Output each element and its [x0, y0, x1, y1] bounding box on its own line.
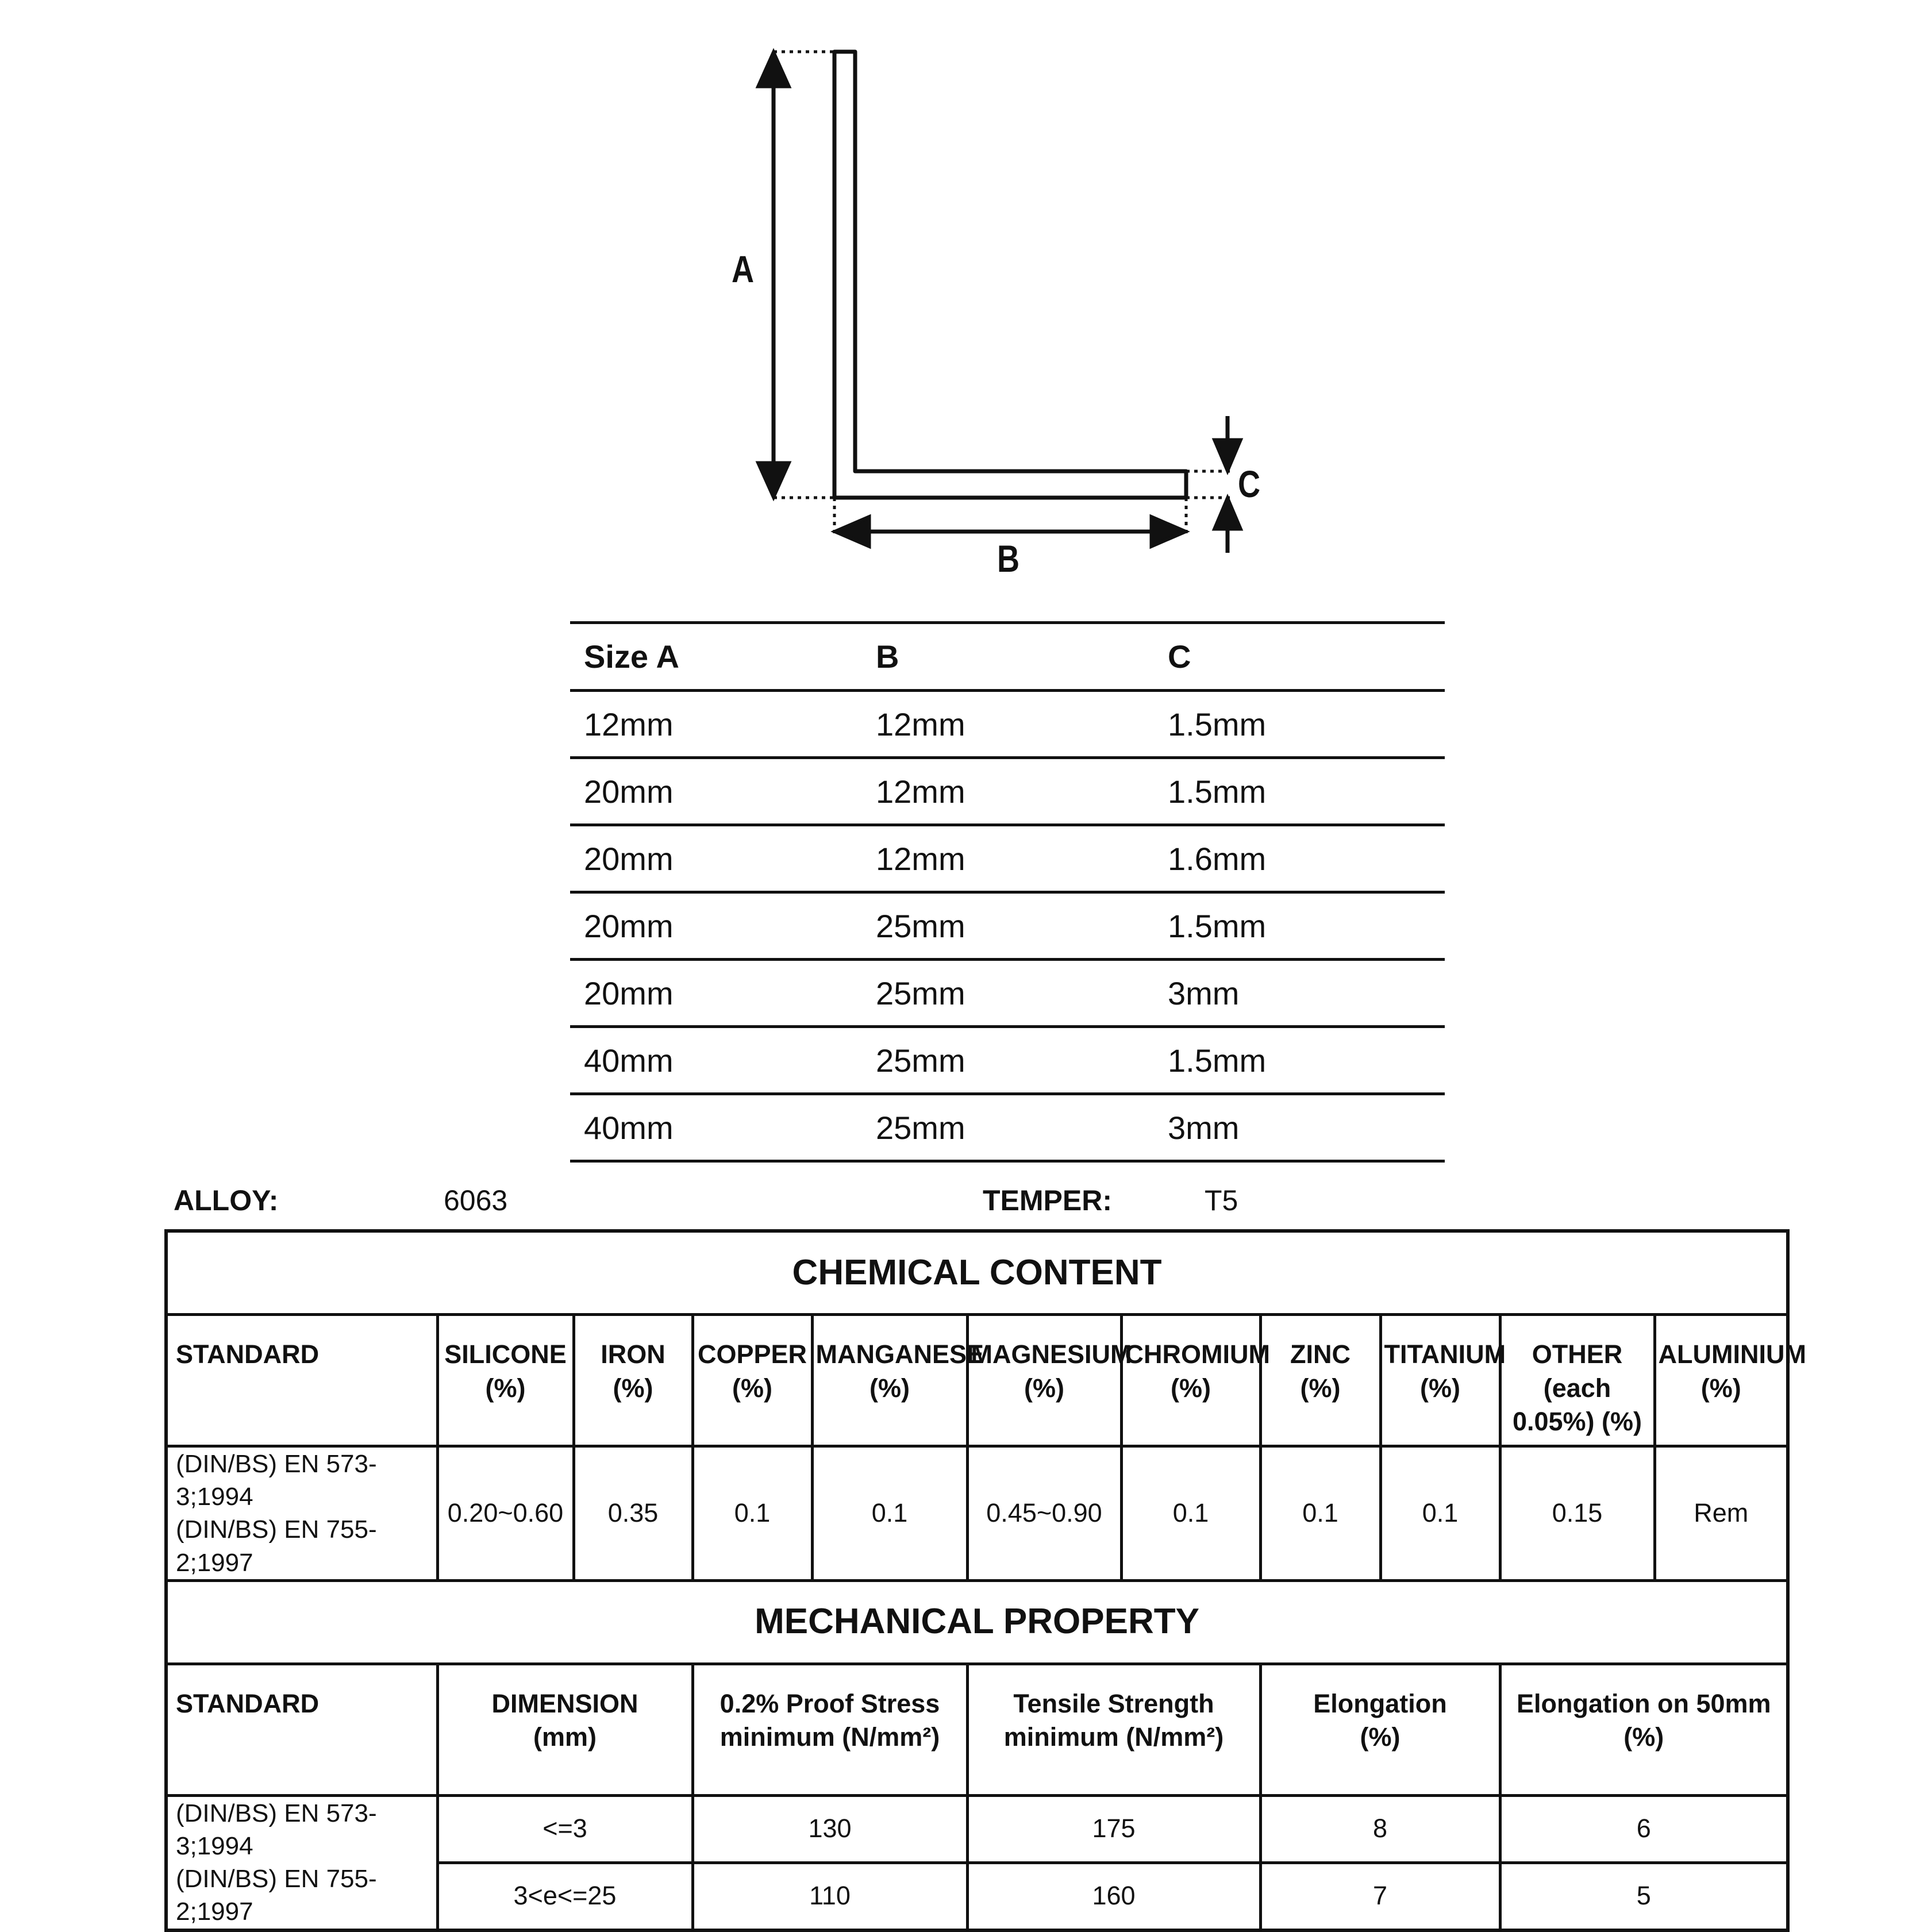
size-cell: 3mm	[1154, 1094, 1445, 1161]
size-table	[570, 621, 1445, 1163]
size-header-a: Size A	[570, 623, 862, 691]
dimension-b-label: B	[997, 537, 1020, 580]
mech-header-tensile-strength: Tensile Strength minimum (N/mm²)	[967, 1664, 1260, 1795]
chem-header-copper: COPPER (%)	[692, 1315, 812, 1446]
chem-header-aluminium: ALUMINIUM (%)	[1655, 1315, 1788, 1446]
size-cell: 20mm	[570, 758, 862, 825]
size-cell: 12mm	[862, 825, 1154, 892]
specification-table	[164, 1229, 1806, 1932]
table-row	[570, 1027, 1445, 1094]
size-cell: 12mm	[862, 691, 1154, 758]
chem-value-titanium: 0.1	[1380, 1446, 1500, 1581]
table-row	[570, 758, 1445, 825]
table-row	[570, 892, 1445, 960]
chem-header-other: OTHER (each 0.05%) (%)	[1500, 1315, 1655, 1446]
table-row	[570, 825, 1445, 892]
size-cell: 25mm	[862, 1094, 1154, 1161]
chem-value-zinc: 0.1	[1260, 1446, 1380, 1581]
mech-standard-cell: (DIN/BS) EN 573-3;1994 (DIN/BS) EN 755-2;1997	[166, 1795, 437, 1930]
mech-tensile-cell: 160	[967, 1862, 1260, 1930]
chem-value-aluminium: Rem	[1655, 1446, 1788, 1581]
chem-value-copper: 0.1	[692, 1446, 812, 1581]
size-cell: 1.5mm	[1154, 1027, 1445, 1094]
size-cell: 20mm	[570, 825, 862, 892]
size-cell: 1.6mm	[1154, 825, 1445, 892]
size-cell: 1.5mm	[1154, 758, 1445, 825]
table-row	[570, 691, 1445, 758]
table-row	[166, 1446, 1788, 1581]
size-cell: 20mm	[570, 892, 862, 960]
mech-elongation-50mm-cell: 6	[1500, 1795, 1788, 1862]
alloy-value: 6063	[444, 1184, 508, 1217]
mech-elongation-cell: 7	[1260, 1862, 1500, 1930]
mechanical-header-row	[166, 1664, 1788, 1795]
size-cell: 25mm	[862, 1027, 1154, 1094]
chem-value-iron: 0.35	[574, 1446, 692, 1581]
mech-header-elongation-50mm: Elongation on 50mm (%)	[1500, 1664, 1788, 1795]
profile-outline	[834, 52, 1186, 498]
size-cell: 25mm	[862, 892, 1154, 960]
dimension-a-label: A	[732, 248, 755, 290]
mech-header-proof-stress: 0.2% Proof Stress minimum (N/mm²)	[692, 1664, 967, 1795]
mech-elongation-50mm-cell: 5	[1500, 1862, 1788, 1930]
chem-header-magnesium: MAGNESIUM (%)	[967, 1315, 1121, 1446]
size-cell: 25mm	[862, 960, 1154, 1027]
mech-header-elongation: Elongation (%)	[1260, 1664, 1500, 1795]
chem-header-zinc: ZINC (%)	[1260, 1315, 1380, 1446]
dimension-a-arrow	[759, 53, 788, 497]
chem-value-silicone: 0.20~0.60	[437, 1446, 574, 1581]
size-cell: 40mm	[570, 1094, 862, 1161]
mech-proof-stress-cell: 130	[692, 1795, 967, 1862]
mech-header-dimension: DIMENSION (mm)	[437, 1664, 692, 1795]
chem-value-other: 0.15	[1500, 1446, 1655, 1581]
extension-lines	[774, 52, 1230, 537]
mech-header-standard: STANDARD	[166, 1664, 437, 1795]
table-row	[166, 1795, 1788, 1862]
mech-dimension-cell: <=3	[437, 1795, 692, 1862]
size-header-b: B	[862, 623, 1154, 691]
chem-header-iron: IRON (%)	[574, 1315, 692, 1446]
chem-header-silicone: SILICONE (%)	[437, 1315, 574, 1446]
size-header-c: C	[1154, 623, 1445, 691]
size-cell: 1.5mm	[1154, 691, 1445, 758]
temper-value: T5	[1205, 1184, 1238, 1217]
chem-standard-cell: (DIN/BS) EN 573-3;1994 (DIN/BS) EN 755-2;1997	[166, 1446, 437, 1581]
chemical-header-row	[166, 1315, 1788, 1446]
size-cell: 40mm	[570, 1027, 862, 1094]
chemical-content-title: CHEMICAL CONTENT	[166, 1231, 1788, 1315]
mech-dimension-cell: 3<e<=25	[437, 1862, 692, 1930]
mech-proof-stress-cell: 110	[692, 1862, 967, 1930]
dimension-c-arrows	[1215, 416, 1240, 553]
chem-value-chromium: 0.1	[1121, 1446, 1260, 1581]
chem-value-magnesium: 0.45~0.90	[967, 1446, 1121, 1581]
angle-profile-drawing	[0, 0, 1916, 598]
mechanical-property-title: MECHANICAL PROPERTY	[166, 1580, 1788, 1664]
dimension-c-label: C	[1238, 463, 1261, 505]
temper-label: TEMPER:	[983, 1184, 1112, 1217]
chem-value-manganese: 0.1	[812, 1446, 967, 1581]
size-cell: 1.5mm	[1154, 892, 1445, 960]
alloy-label: ALLOY:	[174, 1184, 279, 1217]
size-cell: 20mm	[570, 960, 862, 1027]
chem-header-manganese: MANGANESE (%)	[812, 1315, 967, 1446]
mech-tensile-cell: 175	[967, 1795, 1260, 1862]
table-row	[570, 1094, 1445, 1161]
table-row	[570, 960, 1445, 1027]
mech-elongation-cell: 8	[1260, 1795, 1500, 1862]
size-cell: 12mm	[570, 691, 862, 758]
size-cell: 12mm	[862, 758, 1154, 825]
size-table-header-row	[570, 623, 1445, 691]
chem-header-chromium: CHROMIUM (%)	[1121, 1315, 1260, 1446]
chem-header-standard: STANDARD	[166, 1315, 437, 1446]
size-cell: 3mm	[1154, 960, 1445, 1027]
chem-header-titanium: TITANIUM (%)	[1380, 1315, 1500, 1446]
angle-profile-diagram	[0, 0, 1916, 598]
